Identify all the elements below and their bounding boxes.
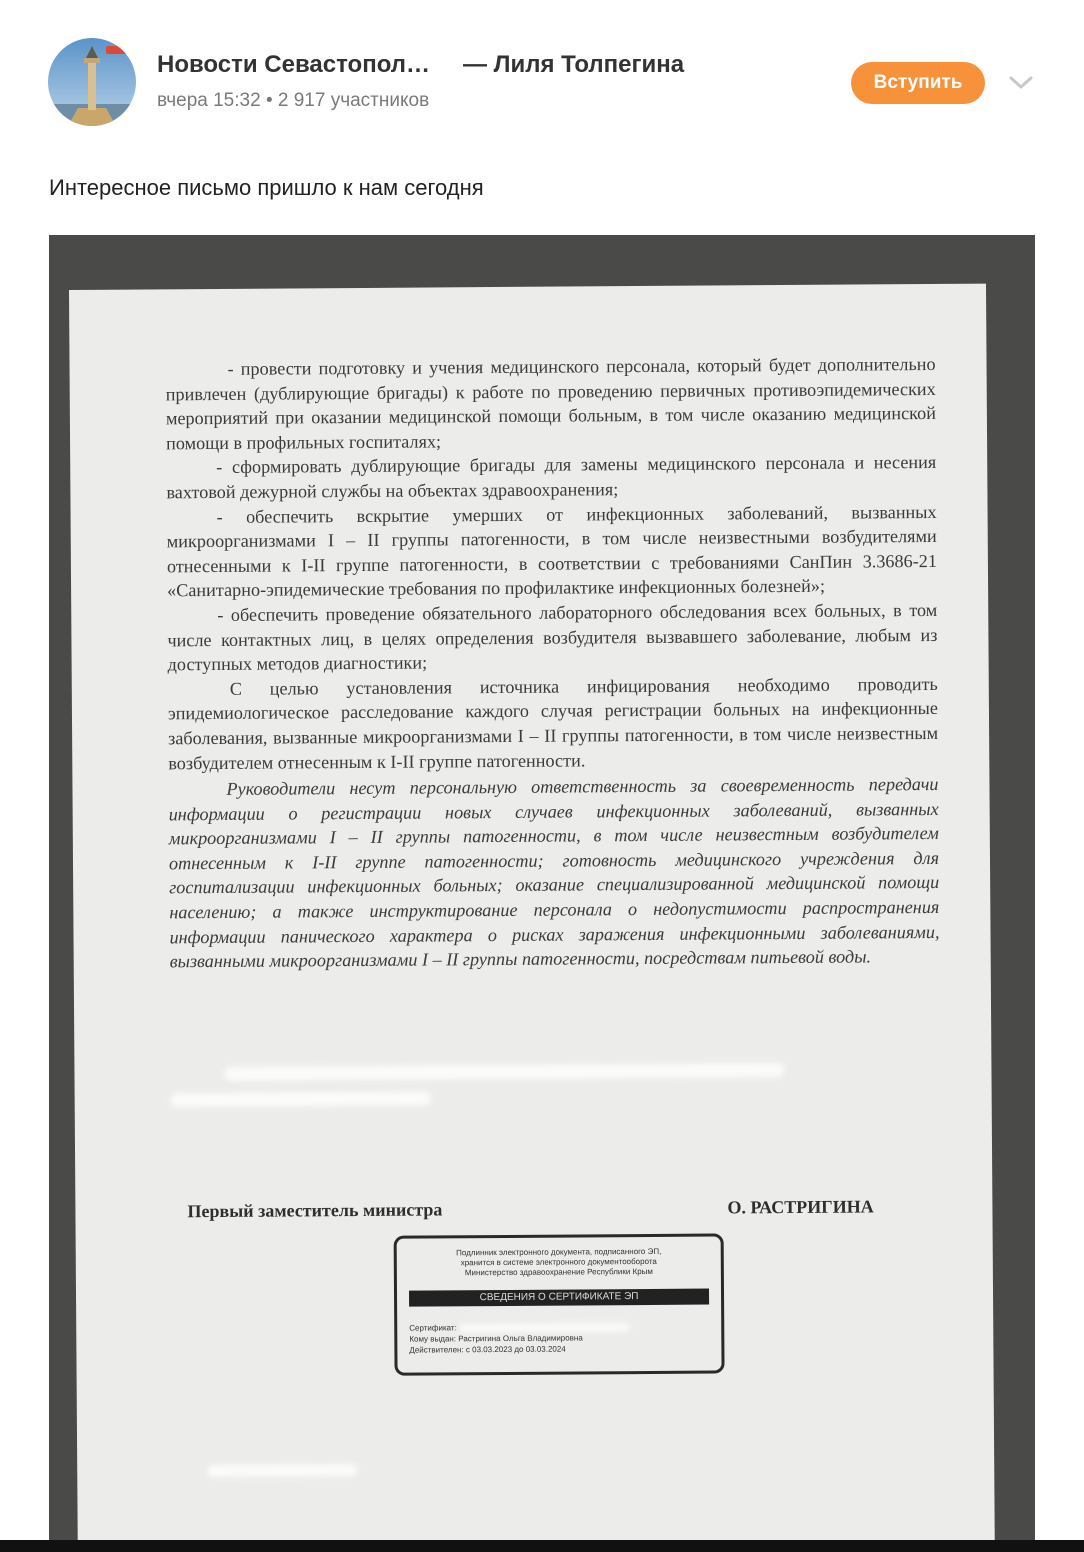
signer-title: Первый заместитель министра — [187, 1199, 443, 1222]
post-time[interactable]: вчера 15:32 — [157, 90, 261, 111]
stamp-owner-label: Кому выдан: — [409, 1334, 457, 1344]
join-button[interactable]: Вступить — [851, 62, 985, 104]
signer-name: О. РАСТРИГИНА — [727, 1196, 874, 1218]
stamp-valid-label: Действителен: — [409, 1345, 464, 1355]
post-text: Интересное письмо пришло к нам сегодня — [49, 175, 484, 200]
stamp-line: Подлинник электронного документа, подписанного ЭП, — [456, 1246, 662, 1258]
doc-paragraph: - обеспечить проведение обязательного лабораторного обследования всех больных, в том числе контактных лиц, в целях определения возбудителя вызвавшего заболевание, любым из доступных методов диагностики; — [167, 599, 938, 675]
document-text — [165, 352, 939, 974]
stamp-cert-label: Сертификат: — [409, 1323, 457, 1333]
monument-avatar-icon — [48, 38, 136, 126]
redaction-blur — [224, 1063, 784, 1081]
chevron-down-icon[interactable] — [1008, 72, 1034, 94]
members-count: 2 917 участников — [277, 90, 430, 111]
document-sheet — [69, 284, 995, 1552]
group-name-link[interactable]: Новости Севастопол… — [157, 51, 431, 78]
author-name-link[interactable]: — Лиля Толпегина — [463, 51, 685, 78]
stamp-line: хранится в системе электронного документооборота — [460, 1256, 657, 1268]
stamp-line: Министерство здравоохранение Республики Крым — [464, 1266, 653, 1278]
stamp-owner-value: Растригина Ольга Владимировна — [458, 1333, 583, 1344]
post-header — [48, 38, 1038, 128]
stamp-header — [409, 1247, 709, 1279]
doc-paragraph: - сформировать дублирующие бригады для замены медицинского персонала и несения вахтовой дежурной службы на объектах здравоохранения; — [166, 452, 937, 503]
doc-paragraph: - провести подготовку и учения медицинского персонала, который будет дополнительно привлечен (дублирующие бригады) к работе по проведению первичных противоэпидемических мероприятий при оказании медицинской помощи больным, в том числе оказанию медицинской помощи в профильных госпиталях; — [165, 353, 936, 454]
post-photo[interactable] — [49, 235, 1035, 1552]
stamp-title: СВЕДЕНИЯ О СЕРТИФИКАТЕ ЭП — [409, 1289, 709, 1307]
doc-paragraph: - обеспечить вскрытие умерших от инфекционных заболеваний, вызванных микроорганизмами I – II группы патогенности, в том числе неизвестными возбудителями отнесенными к I-II группе патогенности, в соответствии с требованиями СанПин 3.3686-21 «Санитарно-эпидемические требования по профилактике инфекционных болезней»; — [166, 501, 937, 601]
e-signature-stamp — [394, 1233, 725, 1375]
stamp-valid-value: с 03.03.2023 до 03.03.2024 — [465, 1344, 566, 1355]
redaction-blur — [171, 1091, 431, 1107]
status-strip — [0, 1540, 1084, 1552]
redaction-blur — [207, 1464, 357, 1477]
doc-paragraph: С целью установления источника инфицирования необходимо проводить эпидемиологическое расследование каждого случая регистрации больных на инфекционные заболевания, вызванные микроорганизмами I – II группы патогенности, в том числе неизвестным возбудителем отнесенным к I-II группе патогенности. — [167, 673, 939, 773]
stamp-valid-row — [409, 1343, 709, 1356]
redaction-blur — [459, 1323, 629, 1332]
post-meta — [157, 90, 429, 112]
doc-paragraph-italic: Руководители несут персональную ответственность за своевременность передачи информации о регистрации новых случаев инфекционных заболеваний, вызванных микроорганизмами I – II группы патогенности, в том числе неизвестным возбудителем отнесенным к I-II группе патогенности; готовность медицинского учреждения для госпитализации инфекционных больных; оказание специализированной медицинской помощи населению; а также инструктирование персонала о недопустимости распространения информации панического характера о рисках заражения инфекционными заболеваниями, вызванными микроорганизмами I – II группы патогенности, посредствам питьевой воды. — [168, 774, 940, 972]
group-avatar[interactable] — [48, 38, 136, 126]
meta-separator: • — [265, 90, 273, 111]
